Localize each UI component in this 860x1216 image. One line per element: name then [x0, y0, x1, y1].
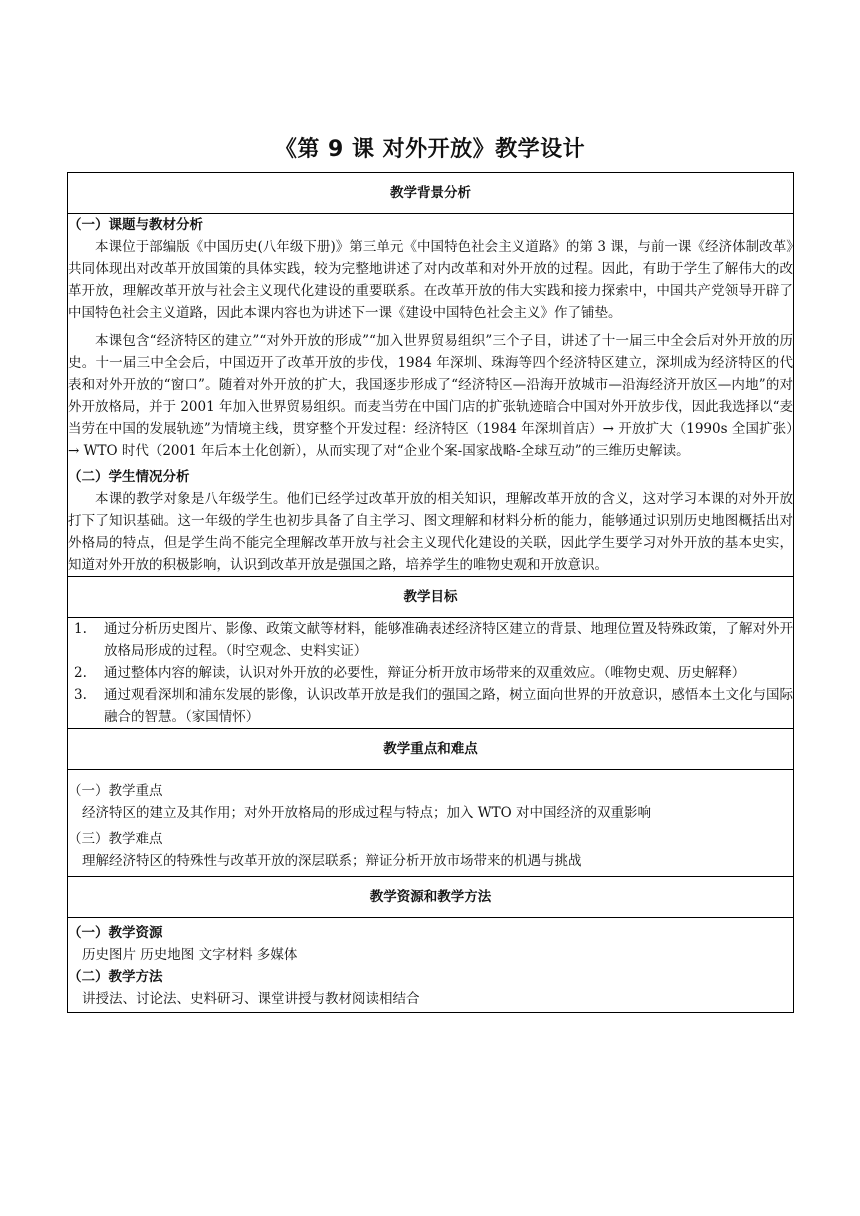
objective-text: 通过分析历史图片、影像、政策文献等材料，能够准确表述经济特区建立的背景、地理位置及特殊政策，了解对外开放格局形成的过程。（时空观念、史料实证）	[104, 621, 793, 659]
focus-heading: （一）教学重点	[68, 783, 163, 799]
table-row	[68, 770, 794, 877]
resources-text: 历史图片 历史地图 文字材料 多媒体	[82, 947, 298, 963]
textbook-paragraph-1: 本课位于部编版《中国历史(八年级下册)》第三单元《中国特色社会主义道路》的第 3 课，与前一课《经济体制改革》共同体现出对改革开放国策的具体实践，较为完整地讲述了对内改革和对外开放的过程。因此，有助于学生了解伟大的改革开放，理解改革开放与社会主义现代化建设的重要联系。在改革开放的伟大实践和接力探索中，中国共产党领导开辟了中国特色社会主义道路，因此本课内容也为讲述下一课《建设中国特色社会主义》作了铺垫。	[68, 239, 793, 321]
table-row	[68, 173, 794, 214]
student-analysis-paragraph: 本课的教学对象是八年级学生。他们已经学过改革开放的相关知识，理解改革开放的含义，这对学习本课的对外开放打下了知识基础。这一年级的学生也初步具备了自主学习、图文理解和材料分析的能力，能够通过识别历史地图概括出对外格局的特点，但是学生尚不能完全理解改革开放与社会主义现代化建设的关联，因此学生要学习对外开放的基本史实，知道对外开放的积极影响，认识到改革开放是强国之路，培养学生的唯物史观和开放意识。	[68, 491, 793, 573]
difficulty-heading: （三）教学难点	[68, 831, 163, 847]
textbook-paragraph-2: 本课包含“经济特区的建立”“对外开放的形成”“加入世界贸易组织”三个子目，讲述了十一届三中全会后对外开放的历史。十一届三中全会后，中国迈开了改革开放的步伐，1984 年深圳、珠海等四个经济特区建立，深圳成为经济特区的代表和对外开放的“窗口”。随着对外开放的扩大，我国逐步形成了“经济特区—沿海开放城市—沿海经济开放区—内地”的对外开放格局，并于 2001 年加入世界贸易组织。而麦当劳在中国门店的扩张轨迹暗合中国对外开放步伐，因此我选择以“麦当劳在中国的发展轨迹”为情境主线，贯穿整个开发过程：经济特区（1984 年深圳首店）→ 开放扩大（1990s 全国扩张）→ WTO 时代（2001 年后本土化创新），从而实现了对“企业个案-国家战略-全球互动”的三维历史解读。	[68, 333, 793, 459]
objective-text: 通过整体内容的解读，认识对外开放的必要性，辩证分析开放市场带来的双重效应。（唯物史观、历史解释）	[104, 665, 746, 681]
resources-content	[68, 918, 794, 1013]
list-item	[72, 684, 793, 728]
page-title: 《第 9 课 对外开放》教学设计	[274, 137, 586, 162]
background-content	[68, 214, 794, 577]
section-header-resources: 教学资源和教学方法	[68, 877, 794, 918]
list-item	[72, 618, 793, 662]
objective-number: 2.	[74, 665, 87, 681]
table-row	[68, 618, 794, 729]
methods-heading: （二）教学方法	[68, 969, 163, 985]
objective-number: 3.	[74, 687, 87, 703]
objective-text: 通过观看深圳和浦东发展的影像，认识改革开放是我们的强国之路，树立面向世界的开放意识，感悟本土文化与国际融合的智慧。（家国情怀）	[104, 687, 793, 725]
focus-text: 经济特区的建立及其作用；对外开放格局的形成过程与特点；加入 WTO 对中国经济的双重影响	[82, 805, 652, 821]
objectives-list	[72, 618, 793, 728]
objectives-content	[68, 618, 794, 729]
objective-number: 1.	[74, 621, 87, 637]
table-row	[68, 729, 794, 770]
resources-heading: （一）教学资源	[68, 925, 163, 941]
lesson-plan-table	[67, 172, 794, 1013]
table-row	[68, 214, 794, 577]
section-header-background: 教学背景分析	[68, 173, 794, 214]
difficulty-text: 理解经济特区的特殊性与改革开放的深层联系；辩证分析开放市场带来的机遇与挑战	[82, 853, 582, 869]
table-row	[68, 918, 794, 1013]
key-points-content	[68, 770, 794, 877]
section-header-objectives: 教学目标	[68, 577, 794, 618]
list-item	[72, 662, 793, 684]
table-row	[68, 877, 794, 918]
table-row	[68, 577, 794, 618]
textbook-analysis-heading: （一）课题与教材分析	[68, 217, 203, 233]
section-header-key-points: 教学重点和难点	[68, 729, 794, 770]
methods-text: 讲授法、讨论法、史料研习、课堂讲授与教材阅读相结合	[82, 991, 420, 1007]
student-analysis-heading: （二）学生情况分析	[68, 469, 190, 485]
